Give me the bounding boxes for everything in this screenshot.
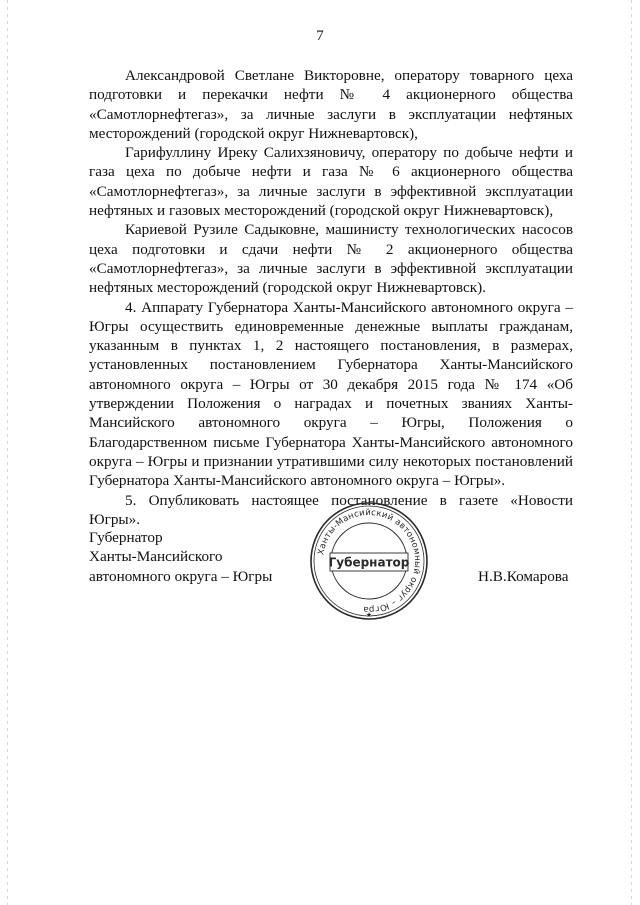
paragraph-karieva: Кариевой Рузиле Садыковне, машинисту технологических насосов цеха подготовки и сдачи нефти № 2 акционерного общества «Самотлорнефтегаз», за личные заслуги в эффективной эксплуатации нефтяных месторождений (городской округ Нижневартовск). (89, 221, 573, 297)
paragraph-item-4: 4. Аппарату Губернатора Ханты-Мансийского автономного округа – Югры осуществить единовременные денежные выплаты гражданам, указанным в пунктах 1, 2 настоящего постановления, в размерах, установленных постановлением Губернатора Ханты-Мансийского автономного округа – Югры от 30 декабря 2015 года № 174 «Об утверждении Положения о наградах и почетных званиях Ханты-Мансийского автономного округа – Югры, Положения о Благодарственном письме Губернатора Ханты-Мансийского автономного округа – Югры и признании утратившими силу некоторых постановлений Губернатора Ханты-Мансийского автономного округа – Югры». (89, 298, 573, 490)
signer-title (89, 528, 289, 586)
seal-star-icon: ★ (365, 611, 373, 619)
seal-center-text: Губернатор (328, 555, 410, 570)
page-crease-left (7, 0, 8, 905)
document-body (89, 66, 573, 529)
paragraph-garifullin: Гарифуллину Иреку Салихзяновичу, оператору по добыче нефти и газа цеха по добыче нефти и газа № 6 акционерного общества «Самотлорнефтегаз», за личные заслуги в эффективной эксплуатации нефтяных и газовых месторождений (городской округ Нижневартовск), (89, 144, 573, 220)
seal-ring-text-path: Ханты-Мансийский автономный округ – Югра (316, 507, 423, 615)
page-number: 7 (316, 28, 324, 44)
page-crease-right (631, 0, 632, 905)
signer-title-line: Ханты-Мансийского (89, 548, 223, 566)
paragraph-aleksandrova: Александровой Светлане Викторовне, оператору товарного цеха подготовки и перекачки нефти № 4 акционерного общества «Самотлорнефтегаз», за личные заслуги в эксплуатации нефтяных месторождений (городской округ Нижневартовск), (89, 67, 573, 142)
paragraph-item-5: 5. Опубликовать настоящее постановление в газете «Новости Югры». (89, 491, 573, 528)
official-seal (308, 500, 430, 622)
signer-name: Н.В.Комарова (478, 568, 569, 585)
signer-title-line: автономного округа – Югры (89, 567, 273, 585)
signer-title-line: Губернатор (89, 529, 163, 546)
